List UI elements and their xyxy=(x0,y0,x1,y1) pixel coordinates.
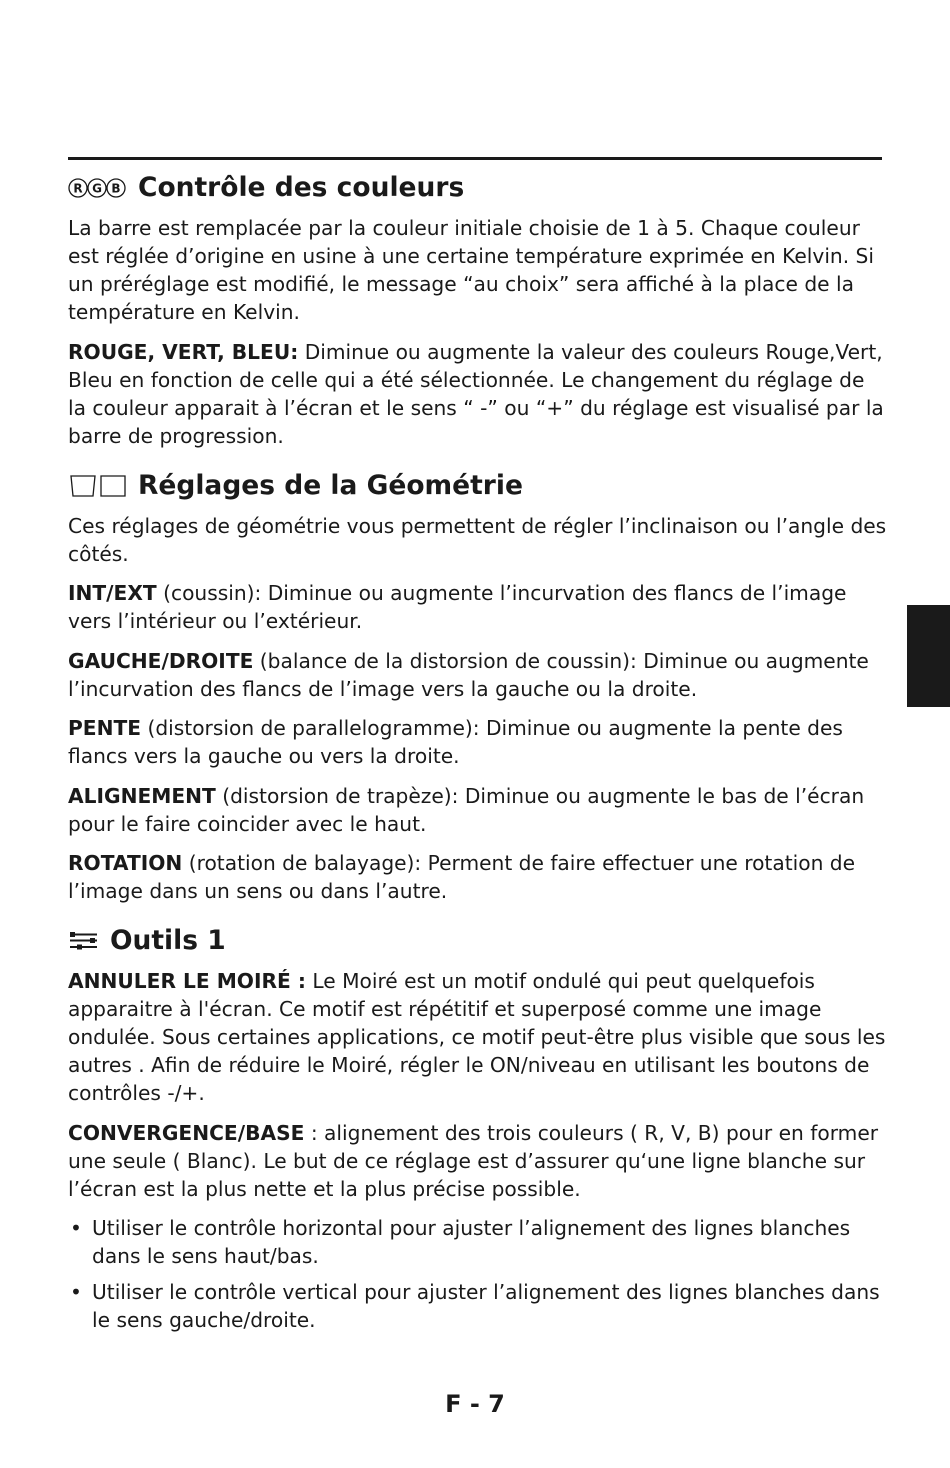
item-text: Diminue ou augmente la valeur des couleurs Rouge,Vert, Bleu en fonction de celle qui a été sélectionnée. Le changement du réglage de la couleur apparait à l’écran et le sens “ -” ou “+” du réglage est visualisé par la barre de progression. xyxy=(68,339,884,448)
list-item-text: Utiliser le contrôle vertical pour ajuster l’alignement des lignes blanches dans le sens gauche/droite. xyxy=(92,1280,880,1332)
chapter-side-tab xyxy=(907,605,950,707)
item-label: PENTE xyxy=(68,716,142,740)
page-content xyxy=(68,168,888,1342)
section-title-text: Réglages de la Géométrie xyxy=(138,469,523,501)
item-text: (balance de la distorsion de coussin): Diminue ou augmente l’incurvation des flancs de l’image vers la gauche ou la droite. xyxy=(68,648,869,701)
item-text: : alignement des trois couleurs ( R, V, B) pour en former une seule ( Blanc). Le but de ce réglage est d’assurer qu‘une ligne blanche sur l’écran est la plus nette et la plus précise possible. xyxy=(68,1120,879,1201)
section-title-color-control xyxy=(68,168,888,208)
list-item-text: Utiliser le contrôle horizontal pour ajuster l’alignement des lignes blanches dans le sens haut/bas. xyxy=(92,1216,851,1268)
item-text: (coussin): Diminue ou augmente l’incurvation des flancs de l’image vers l’intérieur ou l’extérieur. xyxy=(68,581,847,633)
tools-icon xyxy=(68,930,100,952)
section-title-geometry xyxy=(68,466,888,506)
rgb-circles-icon xyxy=(68,176,128,200)
top-rule xyxy=(68,157,882,160)
geometry-item xyxy=(68,849,888,905)
color-control-intro: La barre est remplacée par la couleur initiale choisie de 1 à 5. Chaque couleur est réglée d’origine en usine à une certaine température exprimée en Kelvin. Si un préréglage est modifié, le message “au choix” sera affiché à la place de la température en Kelvin. xyxy=(68,216,874,324)
geometry-item xyxy=(68,782,888,838)
geometry-item xyxy=(68,647,888,703)
item-text: (rotation de balayage): Perment de faire effectuer une rotation de l’image dans un sens ou dans l’autre. xyxy=(68,851,856,903)
section-title-text: Contrôle des couleurs xyxy=(138,172,465,203)
page-number: F - 7 xyxy=(445,1390,505,1418)
item-label: ROTATION xyxy=(68,851,183,875)
geometry-item xyxy=(68,579,888,635)
item-label: ANNULER LE MOIRÉ : xyxy=(68,969,306,993)
item-label: ALIGNEMENT xyxy=(68,783,216,808)
bullet-mark: • xyxy=(70,1280,82,1304)
rgb-letter-r: R xyxy=(73,181,83,196)
geometry-intro: Ces réglages de géométrie vous permettent de régler l’inclinaison ou l’angle des côtés. xyxy=(68,513,887,566)
geometry-item xyxy=(68,714,888,770)
item-text: (distorsion de parallelogramme): Diminue ou augmente la pente des flancs vers la gauche ou vers la droite. xyxy=(68,716,843,768)
tools-item xyxy=(68,1119,888,1203)
item-text: Le Moiré est un motif ondulé qui peut quelquefois apparaitre à l'écran. Ce motif est répétitif et superposé comme une image ondulée. Sous certaines applications, ce motif peut-être plus visible que sous les autres . Afin de réduire le Moiré, régler le ON/niveau en utilisant les boutons de contrôles -/+. xyxy=(68,969,886,1105)
geometry-shapes-icon xyxy=(68,473,128,499)
tools-item xyxy=(68,967,888,1107)
item-label: ROUGE, VERT, BLEU: xyxy=(68,339,299,364)
tools-bullet-list xyxy=(68,1214,888,1334)
list-item xyxy=(68,1214,888,1270)
section-title-tools xyxy=(68,921,888,961)
list-item xyxy=(68,1278,888,1334)
rgb-letter-b: B xyxy=(111,181,121,196)
color-control-rgb-item xyxy=(68,338,888,450)
bullet-mark: • xyxy=(70,1216,82,1240)
item-label: INT/EXT xyxy=(68,581,157,605)
rgb-letter-g: G xyxy=(92,181,102,196)
section-title-text: Outils 1 xyxy=(110,925,226,956)
item-text: (distorsion de trapèze): Diminue ou augmente le bas de l’écran pour le faire coincider avec le haut. xyxy=(68,783,865,836)
item-label: CONVERGENCE/BASE xyxy=(68,1120,305,1145)
item-label: GAUCHE/DROITE xyxy=(68,648,254,673)
